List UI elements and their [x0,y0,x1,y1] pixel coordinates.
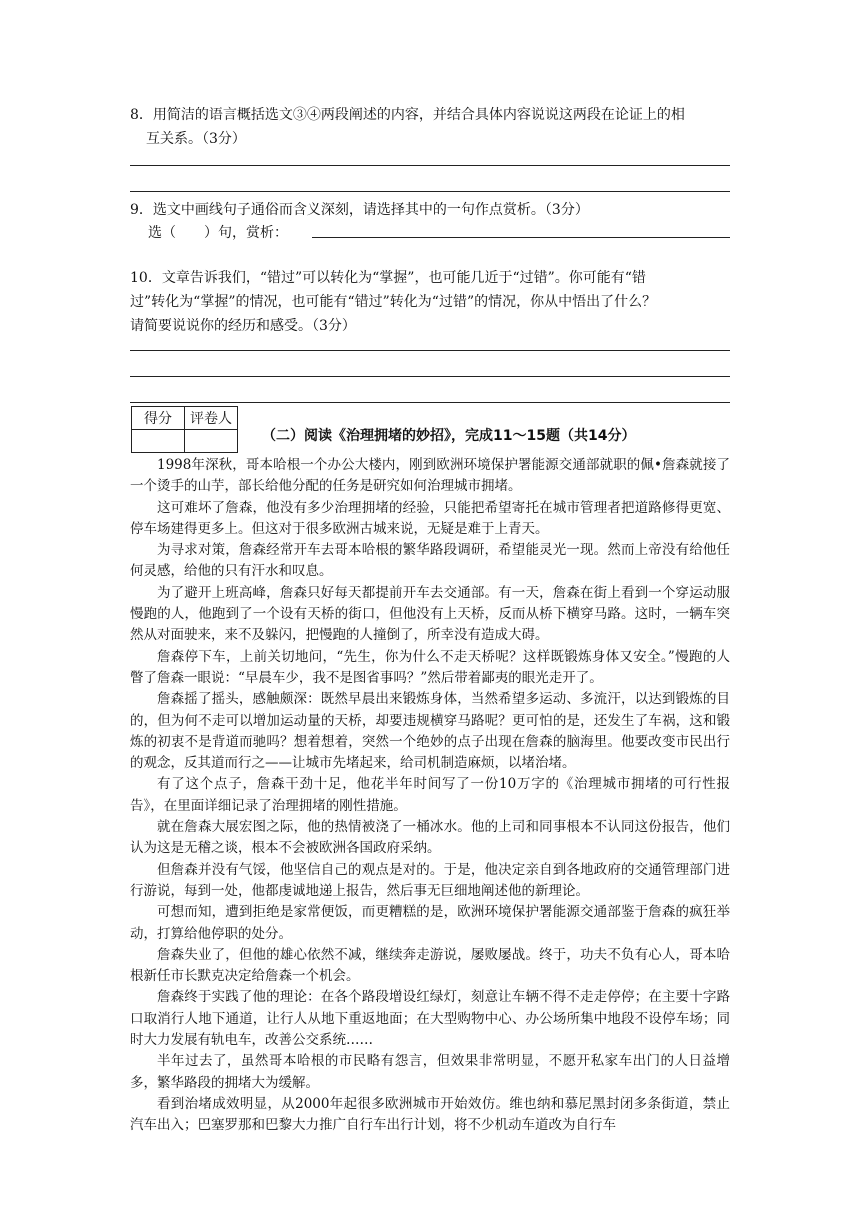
answer-line-8b [130,191,730,192]
score-table [131,406,238,453]
article-paragraph: 詹森摇了摇头，感触颇深：既然早晨出来锻炼身体，当然希望多运动、多流汗，以达到锻炼的目的，但为何不走可以增加运动量的天桥，却要违规横穿马路呢？更可怕的是，还发生了车祸，这和锻炼的初衷不是背道而驰吗？想着想着，突然一个绝妙的点子出现在詹森的脑海里。他要改变市民出行的观念，反其道而行之——让城市先堵起来，给司机制造麻烦，以堵治堵。 [130,691,730,772]
grader-cell [185,430,238,453]
question-10-line1: 10．文章告诉我们，“错过”可以转化为“掌握”，也可能几近于“过错”。你可能有“错 [130,270,646,286]
article-paragraph: 就在詹森大展宏图之际，他的热情被浇了一桶冰水。他的上司和同事根本不认同这份报告，他们认为这是无稽之谈，根本不会被欧洲各国政府采纳。 [130,819,730,857]
article-paragraph: 1998年深秋，哥本哈根一个办公大楼内，刚到欧洲环境保护署能源交通部就职的佩•詹森就接了一个烫手的山芋，部长给他分配的任务是研究如何治理城市拥堵。 [130,457,730,495]
score-cell [132,430,185,453]
article-paragraph: 为了避开上班高峰，詹森只好每天都提前开车去交通部。有一天，詹森在街上看到一个穿运动服慢跑的人，他跑到了一个设有天桥的街口，但他没有上天桥，反而从桥下横穿马路。这时，一辆车突然从对面驶来，来不及躲闪，把慢跑的人撞倒了，所幸没有造成大碍。 [130,584,730,644]
answer-line-10c [130,402,730,403]
question-8-line1: 8．用简洁的语言概括选文③④两段阐述的内容，并结合具体内容说说这两段在论证上的相 [130,107,685,123]
article-paragraph: 可想而知，遭到拒绝是家常便饭，而更糟糕的是，欧洲环境保护署能源交通部鉴于詹森的疯狂举动，打算给他停职的处分。 [130,904,730,942]
grader-label: 评卷人 [185,407,238,430]
article-paragraph: 詹森停下车，上前关切地问，“先生，你为什么不走天桥呢？这样既锻炼身体又安全。”慢跑的人瞥了詹森一眼说：“早晨车少，我不是图省事吗？”然后带着鄙夷的眼光走开了。 [130,648,730,686]
article-paragraph: 有了这个点子，詹森干劲十足，他花半年时间写了一份10万字的《治理城市拥堵的可行性报告》，在里面详细记录了治理拥堵的刚性措施。 [130,776,730,814]
question-8 [130,103,730,151]
article-paragraph: 半年过去了，虽然哥本哈根的市民略有怨言，但效果非常明显，不愿开私家车出门的人日益增多，繁华路段的拥堵大为缓解。 [130,1053,730,1091]
question-10 [130,266,730,338]
article-paragraph: 为寻求对策，詹森经常开车去哥本哈根的繁华路段调研，希望能灵光一现。然而上帝没有给他任何灵感，给他的只有汗水和叹息。 [130,542,730,580]
answer-line-8a [130,165,730,166]
answer-line-9 [312,237,730,238]
question-9-text: 9．选文中画线句子通俗而含义深刻，请选择其中的一句作点赏析。（3分） [130,202,589,218]
article-paragraph: 詹森失业了，但他的雄心依然不减，继续奔走游说，屡败屡战。终于，功夫不负有心人，哥本哈根新任市长默克决定给詹森一个机会。 [130,946,730,985]
question-10-line2: 过”转化为“掌握”的情况，也可能有“错过”转化为“过错”的情况，你从中悟出了什么？ [130,294,657,310]
score-label: 得分 [132,407,185,430]
section-2-title: （二）阅读《治理拥堵的妙招》，完成11～15题（共14分） [262,428,636,444]
article-body [130,455,730,1137]
article-paragraph: 但詹森并没有气馁，他坚信自己的观点是对的。于是，他决定亲自到各地政府的交通管理部门进行游说，每到一处，他都虔诚地递上报告，然后事无巨细地阐述他的新理论。 [130,861,730,899]
question-9-choose: 选（ ）句，赏析： [148,225,288,241]
article-paragraph: 这可难坏了詹森，他没有多少治理拥堵的经验，只能把希望寄托在城市管理者把道路修得更宽、停车场建得更多上。但这对于很多欧洲古城来说，无疑是难于上青天。 [130,499,730,537]
question-10-line3: 请简要说说你的经历和感受。（3分） [130,318,356,334]
article-paragraph: 詹森终于实践了他的理论：在各个路段增设红绿灯，刻意让车辆不得不走走停停；在主要十字路口取消行人地下通道，让行人从地下重返地面；在大型购物中心、办公场所集中地段不设停车场；同时大力发展有轨电车，改善公交系统…… [130,989,730,1049]
article-paragraph: 看到治堵成效明显，从2000年起很多欧洲城市开始效仿。维也纳和慕尼黑封闭多条街道，禁止汽车出入；巴塞罗那和巴黎大力推广自行车出行计划，将不少机动车道改为自行车 [130,1095,730,1134]
question-9 [130,198,730,222]
question-8-line2: 互关系。（3分） [146,131,246,147]
answer-line-10a [130,350,730,351]
answer-line-10b [130,376,730,377]
